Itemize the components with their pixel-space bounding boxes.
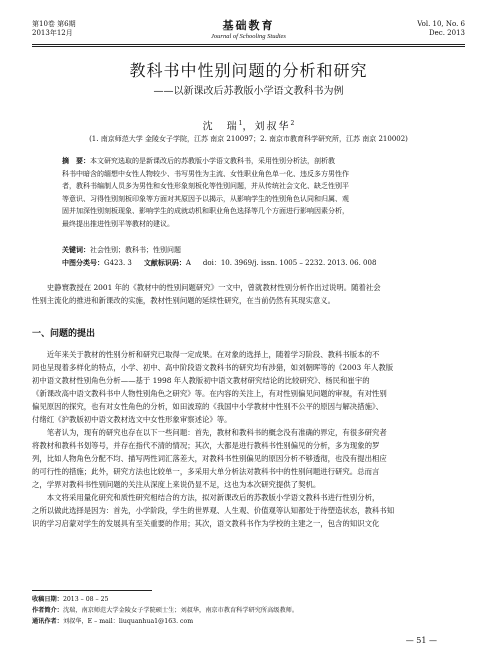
journal-name-cn: 基础教育	[222, 19, 275, 32]
contact-text: 刘叔华，E – mail：liuquanhua1@163. com	[62, 618, 194, 625]
text-line: 同也呈现着多样化的特点，小学、初中、高中阶段语文教科书的研究均有涉猎，如刘朝晖等的《2003 年人教版	[32, 363, 394, 372]
text-line: 笔者认为，现有的研究也存在以下一些问题：首先，教材和教科书的概念没有准确的界定，有很多研究者	[32, 428, 387, 437]
author-1-affil-mark: 1	[238, 120, 243, 127]
clc-code: G423. 3	[104, 259, 132, 267]
doi: doi：10. 3969/j. issn. 1005 – 2232. 2013. 06. 008	[202, 259, 377, 267]
text-line: 之所以做此选择是因为：首先，小学阶段，学生的世界观、人生观、价值观等认知都处于待塑造状态，教科书知	[32, 506, 395, 515]
author-line	[0, 118, 497, 133]
text-line: 《新课改高中语文教科书中人物性别角色之研究》等。在内容的关注上，有对性别偏见问题的审视，有对性别	[32, 389, 387, 398]
keywords-text: 社会性别；教科书；性别问题	[90, 246, 181, 254]
text-line: 的可行性的措施；此外，研究方法也比较单一，多采用大单分析法对教科书中的性别问题进行研究。总而言	[32, 467, 380, 476]
abstract-line: 者，教科书编制人员多为男性和女性形象刻板化等性别问题，并从传统社会文化、缺乏性别平	[62, 182, 349, 191]
author-separator: ，	[242, 121, 255, 133]
author-2-affil-mark: 2	[290, 120, 295, 127]
contact-label: 通讯作者：	[32, 618, 63, 625]
affiliation: (1. 南京师范大学 金陵女子学院，江苏 南京 210097；2. 南京市教育科学研究所，江苏 南京 210002)	[89, 135, 408, 143]
received-label: 收稿日期：	[32, 596, 63, 603]
doc-code: A	[185, 259, 191, 267]
abstract-line	[62, 155, 435, 168]
running-header	[32, 20, 465, 44]
text-line: 近年来关于教材的性别分析和研究已取得一定成果。在对象的选择上，随着学习阶段、教科书版本的不	[32, 350, 380, 359]
text-line: 列，比如人物角色分配不均、描写两性词汇落差大，对教科书性别偏见的原因分析不够透彻，也没有提出相应	[32, 454, 387, 463]
doc-code-label: 文献标识码：	[143, 259, 186, 267]
section-heading: 一、问题的提出	[32, 329, 96, 339]
journal-name-en: Journal of Schooling Studies	[211, 33, 286, 40]
classification-line	[62, 258, 376, 268]
abstract-line: 等意识、习得性别刻板印象等方面对其原因予以揭示，从影响学生的性别角色认同和归属、观	[62, 194, 349, 203]
bio-text: 沈瑞，南京师范大学金陵女子学院硕士生；刘叔华，南京市教育科学研究所高级教师。	[62, 607, 299, 614]
abstract-line: 固并加深性别刻板现象、影响学生的成就动机和职业角色选择等几个方面进行影响因素分析，	[62, 207, 349, 216]
intro-paragraph	[32, 281, 465, 307]
bio-label: 作者简介：	[32, 607, 63, 614]
date-cn: 2013年12月	[32, 29, 73, 37]
section-body	[32, 348, 465, 530]
issue-cn: 第10卷 第6期	[32, 20, 76, 28]
paper-title: 教科书中性别问题的分析和研究	[129, 61, 368, 80]
footnote-bio	[32, 605, 465, 616]
footnote-received	[32, 594, 465, 605]
text-line: 偏见原因的探究，也有对女性角色的分析，如田波琼的《我国中小学教材中性别不公平的原因与解决措施》、	[32, 402, 384, 411]
text-line: 付绪红《沪教版初中语文教材选文中女性形象审察述论》等。	[32, 415, 232, 424]
footnote-contact	[32, 616, 465, 627]
header-rule	[32, 44, 465, 45]
text-line: 将教材和教科书划等号，并存在指代不清的情况；其次，大都是进行教科书性别偏见的分析，多为现象的罗	[32, 441, 380, 450]
abstract-label: 摘 要：	[62, 157, 90, 165]
text-line: 史静寰教授在 2001 年的《教材中的性别问题研究》一文中，曾就教材性别分析作出过说明。随着社会	[32, 283, 381, 292]
text-line: 识的学习启蒙对学生的发展具有至关重要的作用；其次，语文教科书作为学校的主建之一，包含的知识文化	[32, 519, 380, 528]
header-rule-thin	[32, 46, 465, 47]
page-number: — 51 —	[405, 636, 437, 645]
text-line: 初中语文教材性别角色分析——基于 1998 年人教版初中语文教材研究结论的比较研究》、杨民和崔宇的	[32, 376, 370, 385]
abstract-line: 最终提出推进性别平等教材的建议。	[62, 219, 174, 228]
paper-subtitle: ——以新课改后苏教版小学语文教科书为例	[153, 86, 344, 97]
header-journal	[32, 20, 465, 41]
clc-label: 中图分类号：	[62, 259, 104, 267]
footnotes	[32, 594, 465, 627]
author-1: 沈 瑞	[202, 121, 239, 133]
keywords-label: 关键词：	[62, 246, 90, 254]
text-line: 之，学界对教科书性别问题的关注从深度上来说仍显不足，这也为本次研究提供了契机。	[32, 480, 321, 489]
received-date: 2013 – 08 – 25	[62, 596, 109, 603]
author-2: 刘叔华	[254, 121, 291, 133]
text-line: 本文将采用量化研究和质性研究相结合的方法，拟对新课改后的苏教版小学语文教科书进行性别分析，	[32, 493, 380, 502]
text-line: 性别主流化的推进和新课改的实施，教材性别问题的延续性研究，在当前仍然有其现实意义。	[32, 296, 336, 305]
abstract-line: 科书中暗含的缅想中女性人物较少、书写男性为主流、女性职业角色单一化、违反多方男性作	[62, 169, 349, 178]
keywords	[62, 245, 181, 255]
abstract-text: 本文研究选取的是新课改后的苏教版小学语文教科书，采用性别分析法，剖析教	[90, 157, 335, 165]
issue-en: Vol. 10, No. 6	[417, 20, 465, 28]
header-issue-right	[417, 20, 465, 38]
date-en: Dec. 2013	[429, 29, 465, 37]
abstract	[62, 155, 435, 231]
footnote-rule	[32, 590, 152, 591]
